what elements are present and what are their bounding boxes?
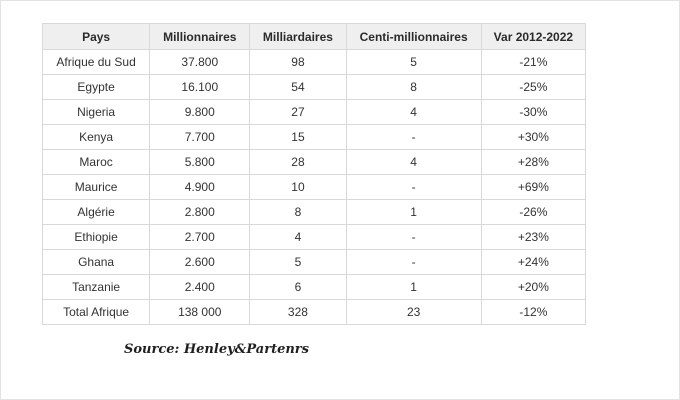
header-milliardaires: Milliardaires (250, 24, 346, 50)
cell-milliardaires: 6 (250, 275, 346, 300)
cell-millionnaires: 2.700 (150, 225, 250, 250)
table-row (43, 250, 586, 275)
cell-pays: Ethiopie (43, 225, 150, 250)
cell-milliardaires: 15 (250, 125, 346, 150)
cell-milliardaires: 27 (250, 100, 346, 125)
cell-millionnaires: 138 000 (150, 300, 250, 325)
cell-centi-millionnaires: 1 (346, 200, 481, 225)
cell-millionnaires: 5.800 (150, 150, 250, 175)
cell-milliardaires: 10 (250, 175, 346, 200)
table-row (43, 300, 586, 325)
cell-milliardaires: 328 (250, 300, 346, 325)
cell-millionnaires: 2.400 (150, 275, 250, 300)
cell-centi-millionnaires: 8 (346, 75, 481, 100)
table-row (43, 225, 586, 250)
cell-milliardaires: 54 (250, 75, 346, 100)
table-row (43, 100, 586, 125)
cell-centi-millionnaires: - (346, 175, 481, 200)
cell-var: -21% (481, 50, 585, 75)
cell-millionnaires: 2.600 (150, 250, 250, 275)
cell-centi-millionnaires: 5 (346, 50, 481, 75)
table-row (43, 150, 586, 175)
cell-centi-millionnaires: 4 (346, 150, 481, 175)
table-row (43, 175, 586, 200)
cell-centi-millionnaires: - (346, 250, 481, 275)
cell-centi-millionnaires: - (346, 225, 481, 250)
table-row (43, 275, 586, 300)
cell-var: -12% (481, 300, 585, 325)
cell-pays: Tanzanie (43, 275, 150, 300)
cell-pays: Egypte (43, 75, 150, 100)
source-note: Source: Henley&Partenrs (124, 342, 309, 357)
cell-millionnaires: 2.800 (150, 200, 250, 225)
table-row (43, 125, 586, 150)
cell-millionnaires: 9.800 (150, 100, 250, 125)
cell-var: -26% (481, 200, 585, 225)
cell-var: +20% (481, 275, 585, 300)
cell-milliardaires: 5 (250, 250, 346, 275)
cell-pays: Nigeria (43, 100, 150, 125)
cell-millionnaires: 16.100 (150, 75, 250, 100)
table-row (43, 75, 586, 100)
cell-pays: Maroc (43, 150, 150, 175)
cell-pays: Afrique du Sud (43, 50, 150, 75)
cell-centi-millionnaires: 1 (346, 275, 481, 300)
cell-millionnaires: 37.800 (150, 50, 250, 75)
cell-pays: Ghana (43, 250, 150, 275)
cell-pays: Kenya (43, 125, 150, 150)
cell-var: +30% (481, 125, 585, 150)
cell-pays: Algérie (43, 200, 150, 225)
cell-var: -25% (481, 75, 585, 100)
header-pays: Pays (43, 24, 150, 50)
table-header-row (43, 24, 586, 50)
header-var: Var 2012-2022 (481, 24, 585, 50)
cell-var: +69% (481, 175, 585, 200)
cell-pays: Total Afrique (43, 300, 150, 325)
table-row (43, 50, 586, 75)
cell-milliardaires: 28 (250, 150, 346, 175)
header-centi-millionnaires: Centi-millionnaires (346, 24, 481, 50)
cell-centi-millionnaires: 4 (346, 100, 481, 125)
table-body (43, 50, 586, 325)
table-row (43, 200, 586, 225)
cell-centi-millionnaires: - (346, 125, 481, 150)
cell-millionnaires: 7.700 (150, 125, 250, 150)
cell-var: +23% (481, 225, 585, 250)
cell-var: +24% (481, 250, 585, 275)
cell-pays: Maurice (43, 175, 150, 200)
header-millionnaires: Millionnaires (150, 24, 250, 50)
wealth-table (42, 23, 586, 325)
cell-centi-millionnaires: 23 (346, 300, 481, 325)
cell-millionnaires: 4.900 (150, 175, 250, 200)
cell-var: -30% (481, 100, 585, 125)
cell-milliardaires: 4 (250, 225, 346, 250)
cell-milliardaires: 8 (250, 200, 346, 225)
cell-var: +28% (481, 150, 585, 175)
cell-milliardaires: 98 (250, 50, 346, 75)
